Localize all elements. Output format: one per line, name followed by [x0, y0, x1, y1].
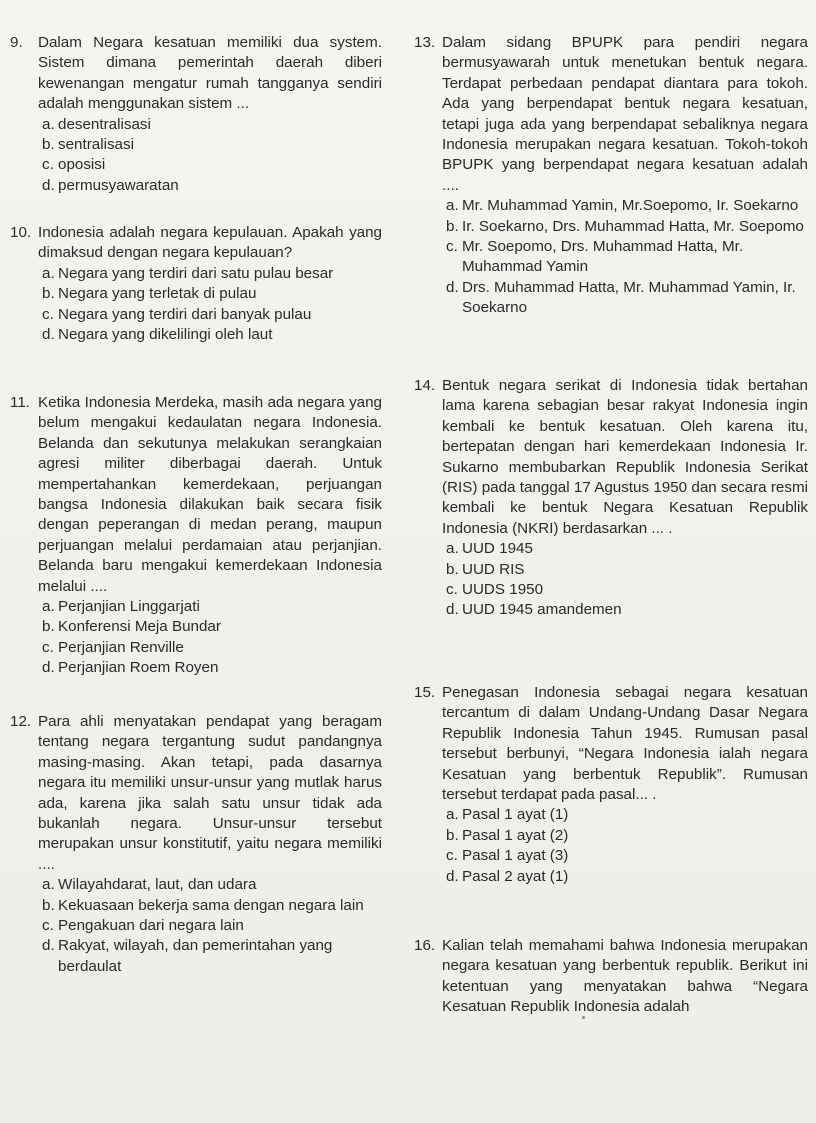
option-b[interactable]	[442, 217, 808, 237]
option-text: Negara yang dikelilingi oleh laut	[58, 326, 273, 344]
option-text: Perjanjian Roem Royen	[58, 659, 219, 677]
option-text: Pasal 1 ayat (1)	[462, 806, 569, 824]
option-text: sentralisasi	[58, 136, 134, 154]
question-13	[414, 33, 808, 319]
question-14	[414, 376, 808, 621]
option-d[interactable]	[442, 867, 808, 887]
option-text: Drs. Muhammad Hatta, Mr. Muhammad Yamin, Ir. Soekarno	[462, 278, 796, 317]
option-text: Ir. Soekarno, Drs. Muhammad Hatta, Mr. Soepomo	[462, 217, 804, 235]
option-text: Kekuasaan bekerja sama dengan negara lain	[58, 896, 364, 914]
option-label: c.	[42, 917, 54, 935]
option-c[interactable]	[38, 305, 382, 325]
question-number: 13.	[414, 34, 436, 51]
option-label: b.	[42, 896, 55, 914]
option-c[interactable]	[38, 155, 382, 175]
option-label: d.	[42, 659, 55, 677]
option-c[interactable]	[442, 846, 808, 866]
option-label: d.	[446, 867, 459, 885]
option-b[interactable]	[442, 560, 808, 580]
question-stem: Para ahli menyatakan pendapat yang beragam tentang negara tergantung sudut pandangnya masing-masing. Akan tetapi, pada dasarnya negara itu memiliki unsur-unsur yang mutlak harus ada, karena jika salah satu unsur tidak ada bukanlah negara. Unsur-unsur tersebut merupakan unsur konstitutif, yaitu negara memiliki ....	[38, 713, 382, 873]
option-b[interactable]	[38, 135, 382, 155]
option-a[interactable]	[38, 264, 382, 284]
option-text: Perjanjian Renville	[58, 638, 184, 656]
option-text: desentralisasi	[58, 115, 151, 133]
option-text: Mr. Muhammad Yamin, Mr.Soepomo, Ir. Soekarno	[462, 197, 799, 215]
option-label: b.	[42, 285, 55, 303]
option-text: UUD RIS	[462, 560, 525, 578]
question-stem: Dalam Negara kesatuan memiliki dua system. Sistem dimana pemerintah daerah diberi kewenangan mengatur rumah tangganya sendiri adalah menggunakan sistem ...	[38, 34, 382, 113]
option-label: b.	[42, 136, 55, 154]
question-number: 10.	[10, 224, 32, 241]
question-number: 12.	[10, 713, 32, 730]
option-text: Pengakuan dari negara lain	[58, 917, 244, 935]
option-label: a.	[42, 598, 55, 616]
option-label: b.	[42, 618, 55, 636]
question-stem: Penegasan Indonesia sebagai negara kesatuan tercantum di dalam Undang-Undang Dasar Negara Republik Indonesia Tahun 1945. Rumusan pasal tersebut berbunyi, “Negara Indonesia ialah negara Kesatuan yang berbentuk Republik”. Rumusan tersebut terdapat pada pasal... .	[442, 684, 808, 804]
option-label: c.	[446, 581, 458, 599]
option-label: d.	[42, 937, 55, 955]
option-label: a.	[446, 197, 459, 215]
option-c[interactable]	[442, 237, 808, 278]
option-b[interactable]	[38, 896, 382, 916]
question-stem: Indonesia adalah negara kepulauan. Apakah yang dimaksud dengan negara kepulauan?	[38, 224, 382, 262]
option-label: b.	[446, 826, 459, 844]
option-label: c.	[42, 305, 54, 323]
question-9	[10, 33, 382, 196]
option-label: d.	[446, 601, 459, 619]
option-d[interactable]	[38, 325, 382, 345]
option-text: Pasal 2 ayat (1)	[462, 867, 569, 885]
option-d[interactable]	[442, 600, 808, 620]
option-d[interactable]	[38, 176, 382, 196]
option-text: Mr. Soepomo, Drs. Muhammad Hatta, Mr. Muhammad Yamin	[462, 238, 744, 276]
question-number: 11.	[10, 394, 30, 411]
question-stem: Dalam sidang BPUPK para pendiri negara bermusyawarah untuk menetukan bentuk negara. Terdapat perbedaan pendapat diantara para tokoh. Ada yang berpendapat bentuk negara kesatuan, tetapi juga ada yang berpendapat sebaliknya negara Indonesia merupakan negara kesatuan. Tokoh-tokoh BPUPK yang berpendapat negara kesatuan adalah ....	[442, 34, 808, 194]
option-label: d.	[42, 176, 55, 194]
option-c[interactable]	[442, 580, 808, 600]
option-label: a.	[446, 806, 459, 824]
option-text: Pasal 1 ayat (3)	[462, 847, 569, 865]
option-text: UUD 1945	[462, 540, 533, 558]
question-number: 9.	[10, 34, 23, 51]
option-d[interactable]	[442, 278, 808, 319]
pen-mark	[582, 1016, 585, 1019]
option-a[interactable]	[442, 805, 808, 825]
option-a[interactable]	[442, 196, 808, 216]
option-label: b.	[446, 560, 459, 578]
option-label: c.	[446, 238, 458, 256]
option-text: Pasal 1 ayat (2)	[462, 826, 569, 844]
option-label: c.	[42, 638, 54, 656]
option-label: a.	[42, 876, 55, 894]
option-a[interactable]	[442, 539, 808, 559]
question-12	[10, 712, 382, 977]
option-label: c.	[42, 156, 54, 174]
option-text: Negara yang terdiri dari satu pulau besar	[58, 264, 334, 282]
option-text: UUD 1945 amandemen	[462, 601, 622, 619]
option-text: Rakyat, wilayah, dan pemerintahan yang berdaulat	[58, 937, 333, 975]
question-11	[10, 393, 382, 679]
option-d[interactable]	[38, 658, 382, 678]
option-b[interactable]	[38, 617, 382, 637]
option-d[interactable]	[38, 936, 382, 977]
question-stem: Ketika Indonesia Merdeka, masih ada negara yang belum mengakui kedaulatan negara Indonesia. Belanda dan sekutunya melakukan serangkaian agresi militer diberbagai daerah. Untuk mempertahankan kemerdekaan, perjuangan bangsa Indonesia dilakukan baik secara fisik dengan peperangan di medan perang, maupun perjuangan melalui perdamaian atau perjanjian. Belanda baru mengakui kemerdekaan Indonesia melalui ....	[38, 394, 382, 595]
question-stem: Bentuk negara serikat di Indonesia tidak bertahan lama karena sebagian besar rakyat Indonesia ingin kembali ke bentuk kesatuan. Oleh karena itu, bertepatan dengan hari kemerdekaan Indonesia Ir. Sukarno membubarkan Republik Indonesia Serikat (RIS) pada tanggal 17 Agustus 1950 dan secara resmi kembali ke bentuk Negara Kesatuan Republik Indonesia (NKRI) berdasarkan ... .	[442, 377, 808, 537]
option-a[interactable]	[38, 597, 382, 617]
option-b[interactable]	[38, 284, 382, 304]
option-label: a.	[42, 264, 55, 282]
option-label: a.	[42, 115, 55, 133]
question-number: 14.	[414, 377, 436, 394]
option-label: c.	[446, 847, 458, 865]
question-10	[10, 223, 382, 345]
option-label: b.	[446, 217, 459, 235]
option-label: a.	[446, 540, 459, 558]
question-15	[414, 683, 808, 887]
option-text: Perjanjian Linggarjati	[58, 598, 200, 616]
option-text: oposisi	[58, 156, 106, 174]
option-a[interactable]	[38, 875, 382, 895]
option-label: d.	[42, 326, 55, 344]
option-b[interactable]	[442, 826, 808, 846]
question-stem: Kalian telah memahami bahwa Indonesia merupakan negara kesatuan yang berbentuk republik. Berikut ini ketentuan yang menyatakan bahwa “Negara Kesatuan Republik Indonesia adalah	[442, 937, 808, 1016]
question-number: 15.	[414, 684, 436, 701]
question-number: 16.	[414, 937, 436, 954]
option-text: Konferensi Meja Bundar	[58, 618, 221, 636]
option-c[interactable]	[38, 916, 382, 936]
option-text: Negara yang terdiri dari banyak pulau	[58, 305, 312, 323]
option-a[interactable]	[38, 115, 382, 135]
option-text: Negara yang terletak di pulau	[58, 285, 257, 303]
option-c[interactable]	[38, 638, 382, 658]
option-label: d.	[446, 278, 459, 296]
option-text: Wilayahdarat, laut, dan udara	[58, 876, 257, 894]
option-text: permusyawaratan	[58, 176, 179, 194]
question-16	[414, 936, 808, 1018]
option-text: UUDS 1950	[462, 581, 544, 599]
